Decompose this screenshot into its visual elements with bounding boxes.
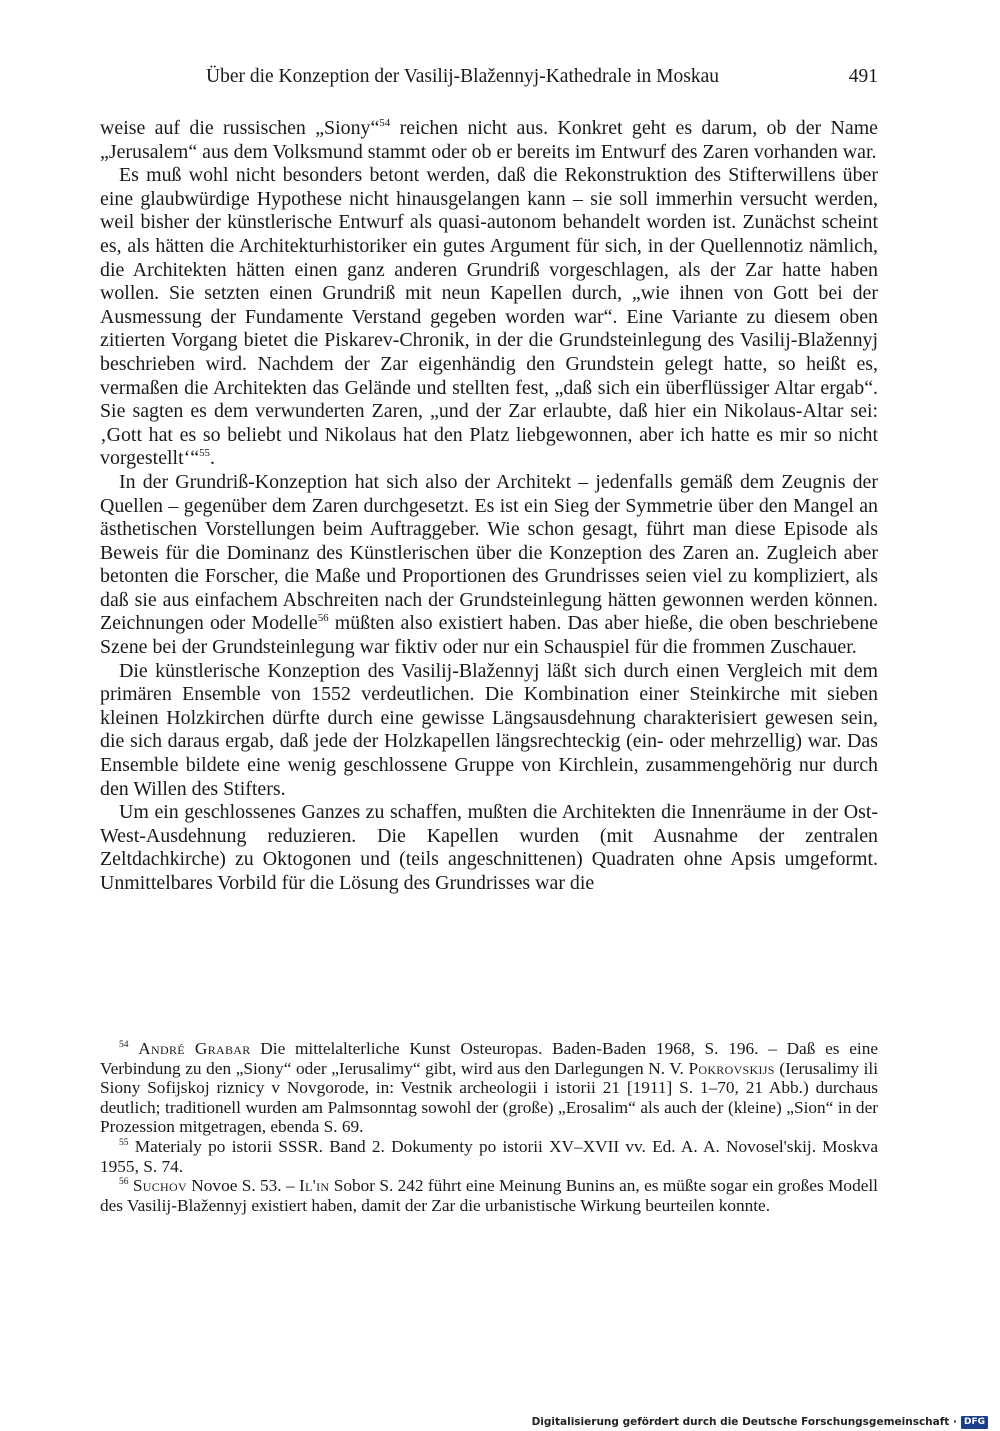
footnote-55-text: Materialy po istorii SSSR. Band 2. Dokumenty po istorii XV–XVII vv. Ed. A. A. Novosel'skij. Moskva 1955, S. 74. <box>100 1136 878 1176</box>
paragraph-2 <box>100 164 878 471</box>
running-header <box>110 66 878 94</box>
paragraph-1-text-b: reichen nicht aus. Konkret geht es darum, ob der Name „Jerusalem“ aus dem Volksmund stammt oder ob er bereits im Entwurf des Zaren vorhanden war. <box>100 117 878 163</box>
footnote-54-number: 54 <box>119 1039 129 1050</box>
footnote-56-author-b: Il'in <box>298 1176 330 1196</box>
footnote-ref-56: 56 <box>317 612 329 625</box>
footnote-56-text-b: Sobor S. 242 führt eine Meinung Bunins an, es müßte sogar ein großes Modell des Vasilij-Blažennyj existiert haben, damit der Zar die urbanistische Wirkung beurteilen konnte. <box>100 1176 878 1215</box>
footnote-ref-55: 55 <box>199 447 210 460</box>
running-title: Über die Konzeption der Vasilij-Blažennyj-Kathedrale in Moskau <box>206 66 719 87</box>
paragraph-1 <box>100 117 878 164</box>
footnote-55-number: 55 <box>119 1137 129 1148</box>
paragraph-5: Um ein geschlossenes Ganzes zu schaffen, mußten die Architekten die Innenräume in der Ost-West-Ausdehnung reduzieren. Die Kapellen wurden (mit Ausnahme der zentralen Zeltdachkirche) zu Oktogonen und (teils angeschnittenen) Quadraten ohne Apsis umgeformt. Unmittelbares Vorbild für die Lösung des Grundrisses war die <box>100 801 878 894</box>
paragraph-3-text-b: müßten also existiert haben. Das aber hieße, die oben beschriebene Szene bei der Grundsteinlegung war fiktiv oder nur ein Schauspiel für die frommen Zuschauer. <box>100 612 878 659</box>
dfg-logo-icon: DFG <box>961 1416 988 1429</box>
footnote-54-text-a: Die mittelalterliche Kunst Osteuropas. Baden-Baden 1968, S. 196. – Daß es eine Verbindung zu den „Siony“ oder „Ierusalimy“ gibt, wird aus den Darlegungen N. V. <box>100 1039 879 1078</box>
page-number: 491 <box>848 66 878 87</box>
paragraph-1-text-a: weise auf die russischen „Siony“ <box>100 117 380 139</box>
footnote-56-author-a: Suchov <box>132 1176 187 1196</box>
credit-text: Digitalisierung gefördert durch die Deutsche Forschungsgemeinschaft · <box>531 1416 957 1428</box>
footnote-54-author-a: André Grabar <box>138 1039 251 1058</box>
footnote-56 <box>100 1176 878 1215</box>
footnote-54 <box>100 1039 878 1137</box>
digitization-credit <box>532 1415 988 1429</box>
footnotes <box>100 1039 878 1215</box>
footnote-54-author-b: Pokrovskijs <box>688 1058 775 1078</box>
body-text <box>100 117 878 896</box>
footnote-56-text-a: Novoe S. 53. – <box>186 1176 299 1196</box>
paragraph-3-text-a: In der Grundriß-Konzeption hat sich also der Architekt – jedenfalls gemäß dem Zeugnis der Quellen – gegenüber dem Zaren durchgesetzt. Es ist ein Sieg der Symmetrie über den Mangel an ästhetischen Vorstellungen beim Auftraggeber. Wie schon gesagt, führt man diese Episode als Beweis für die Dominanz des Künstlerischen über die Konzeption des Zaren an. Zugleich aber betonten die Forscher, die Maße und Proportionen des Grundrisses seien viel zu kompliziert, als daß sie aus einfachem Abschreiten nach der Grundsteinlegung hätten gewonnen werden können. Zeichnungen oder Modelle <box>100 470 878 635</box>
paragraph-2-text-b: . <box>210 447 215 470</box>
footnote-54-text-b: (Ierusalimy ili Siony Sofijskoj riznicy v Novgorode, in: Vestnik archeologii i istorii 21 [1911] S. 1–70, 21 Abb.) durchaus deutlich; traditionell wurden am Palmsonntag sowohl der (große) „Erosalim“ als auch der (kleine) „Sion“ in der Prozession mitgetragen, ebenda S. 69. <box>100 1058 878 1137</box>
footnote-ref-54: 54 <box>379 116 391 129</box>
footnote-56-number: 56 <box>119 1177 129 1188</box>
footnote-55 <box>100 1137 878 1176</box>
paragraph-4: Die künstlerische Konzeption des Vasilij-Blažennyj läßt sich durch einen Vergleich mit dem primären Ensemble von 1552 verdeutlichen. Die Kombination einer Steinkirche mit sieben kleinen Holzkirchen dürfte durch eine gewisse Längsausdehnung charakterisiert gewesen sein, die sich daraus ergab, daß jede der Holzkapellen längsrechteckig (ein- oder mehrzellig) war. Das Ensemble bildete eine wenig geschlossene Gruppe von Kirchlein, zusammengehörig nur durch den Willen des Stifters. <box>100 659 878 800</box>
paragraph-3 <box>100 471 878 660</box>
paragraph-2-text-a: Es muß wohl nicht besonders betont werden, daß die Rekonstruktion des Stifterwillens über eine glaubwürdige Hypothese nicht hinausgelangen kann – sie soll immerhin versucht werden, weil bisher der künstlerische Entwurf als quasi-autonom behandelt worden ist. Zunächst scheint es, als hätten die Architekturhistoriker ein gutes Argument für sich, in der Quellennotiz nämlich, die Architekten hätten einen ganz anderen Grundriß vorgeschlagen, als der Zar hatte haben wollen. Sie setzten einen Grundriß mit neun Kapellen durch, „wie ihnen von Gott bei der Ausmessung der Fundamente Verstand gegeben worden war“. Eine Variante zu diesem oben zitierten Vorgang bietet die Piskarev-Chronik, in der die Grundsteinlegung des Vasilij-Blažennyj beschrieben wird. Nachdem der Zar eigenhändig den Grundstein gelegt hatte, so heißt es, vermaßen die Architekten das Gelände und stellten fest, „daß sich ein überflüssiger Altar ergab“. Sie sagten es dem verwunderten Zaren, „und der Zar erlaubte, daß hier ein Nikolaus-Altar sei: ‚Gott hat es so beliebt und Nikolaus hat den Platz liebgewonnen, aber ich hatte es mir so nicht vorgestellt‘“ <box>100 164 878 470</box>
